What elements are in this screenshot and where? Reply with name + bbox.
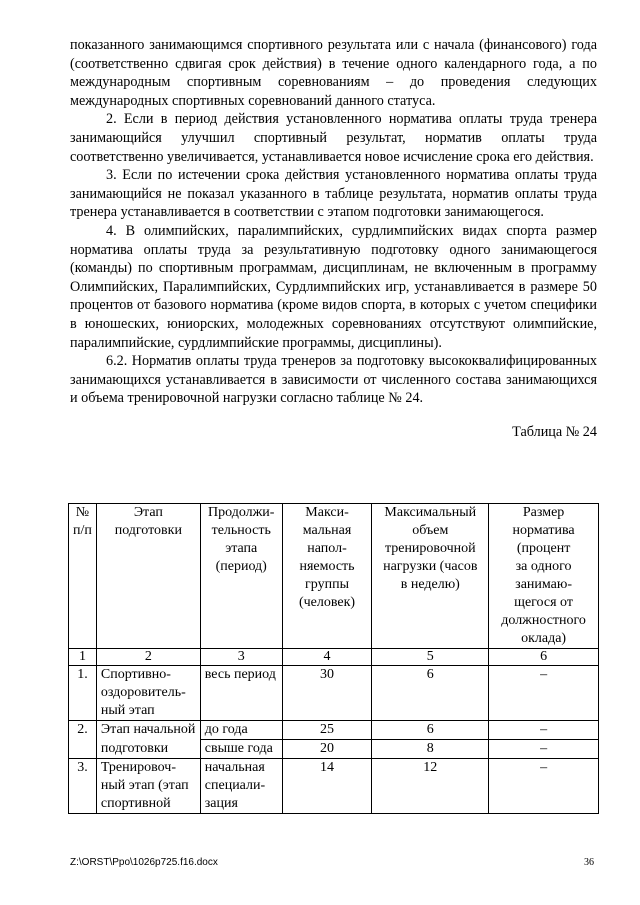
row-load: 6 <box>372 721 489 740</box>
row-max-group: 20 <box>282 740 372 759</box>
document-body <box>70 36 597 441</box>
row-rate: – <box>489 666 599 721</box>
table-row <box>69 759 599 814</box>
row-load: 8 <box>372 740 489 759</box>
row-stage: Тренировоч- ный этап (этап спортивной <box>96 759 200 814</box>
column-number: 3 <box>200 649 282 666</box>
table-row <box>69 740 599 759</box>
row-number: 1. <box>69 666 97 721</box>
row-stage: Этап начальной <box>96 721 200 740</box>
row-rate: – <box>489 740 599 759</box>
paragraph-clause-3: 3. Если по истечении срока действия установленного норматива оплаты труда занимающийся не показал указанного в таблице результата, норматив оплаты труда тренера устанавливается в соответствии с этапом подготовки занимающегося. <box>70 167 597 221</box>
header-cell-stage: Этап подготовки <box>96 504 200 649</box>
paragraph-clause-4: 4. В олимпийских, паралимпийских, сурдлимпийских видах спорта размер норматива оплаты труда за результативную подготовку одного занимающегося (команды) по спортивным программам, дисциплинам, не включенным в программу Олимпийских, Паралимпийских, Сурдлимпийских игр, устанавливается в размере 50 процентов от базового норматива (кроме видов спорта, в которых с учетом специфики в юношеских, юниорских, молодежных соревнованиях отсутствуют олимпийские, паралимпийские, сурдлимпийские программы, дисциплины). <box>70 222 597 351</box>
row-max-group: 30 <box>282 666 372 721</box>
footer-page-number: 36 <box>584 857 594 868</box>
header-cell-max-load: Максимальный объем тренировочной нагрузки (часов в неделю) <box>372 504 489 649</box>
row-load: 12 <box>372 759 489 814</box>
column-number: 2 <box>96 649 200 666</box>
row-stage: подготовки <box>96 740 200 759</box>
table-header-row <box>69 504 599 649</box>
column-number: 1 <box>69 649 97 666</box>
row-period: свыше года <box>200 740 282 759</box>
table-24 <box>68 503 599 814</box>
column-number: 6 <box>489 649 599 666</box>
row-period: весь период <box>200 666 282 721</box>
row-period: до года <box>200 721 282 740</box>
paragraph-clause-6-2: 6.2. Норматив оплаты труда тренеров за подготовку высококвалифицированных занимающихся устанавливается в зависимости от численного состава занимающихся и объема тренировочной нагрузки согласно таблице № 24. <box>70 353 597 407</box>
paragraph-clause-2: 2. Если в период действия установленного норматива оплаты труда тренера занимающийся улучшил спортивный результат, норматив оплаты труда соответственно увеличивается, устанавливается новое исчисление срока его действия. <box>70 111 597 165</box>
row-max-group: 25 <box>282 721 372 740</box>
row-number: 2. <box>69 721 97 759</box>
row-stage: Спортивно- оздоровитель- ный этап <box>96 666 200 721</box>
row-rate: – <box>489 759 599 814</box>
row-period: начальная специали- зация <box>200 759 282 814</box>
row-number: 3. <box>69 759 97 814</box>
header-cell-max-group: Макси- мальная напол- няемость группы (человек) <box>282 504 372 649</box>
header-cell-rate: Размер норматива (процент за одного занимаю- щегося от должностного оклада) <box>489 504 599 649</box>
header-cell-duration: Продолжи- тельность этапа (период) <box>200 504 282 649</box>
column-number: 4 <box>282 649 372 666</box>
footer-file-path: Z:\ORST\Ppo\1026p725.f16.docx <box>70 857 218 868</box>
column-number-row <box>69 649 599 666</box>
table-row <box>69 666 599 721</box>
row-load: 6 <box>372 666 489 721</box>
table-caption: Таблица № 24 <box>512 423 597 440</box>
row-rate: – <box>489 721 599 740</box>
column-number: 5 <box>372 649 489 666</box>
row-max-group: 14 <box>282 759 372 814</box>
paragraph-continuation: показанного занимающимся спортивного результата или с начала (финансового) года (соответственно сдвигая срок действия) в течение одного календарного года, а по международным спортивным соревнованиям – до проведения следующих международных спортивных соревнований данного статуса. <box>70 37 597 109</box>
header-cell-number: № п/п <box>69 504 97 649</box>
table-row <box>69 721 599 740</box>
